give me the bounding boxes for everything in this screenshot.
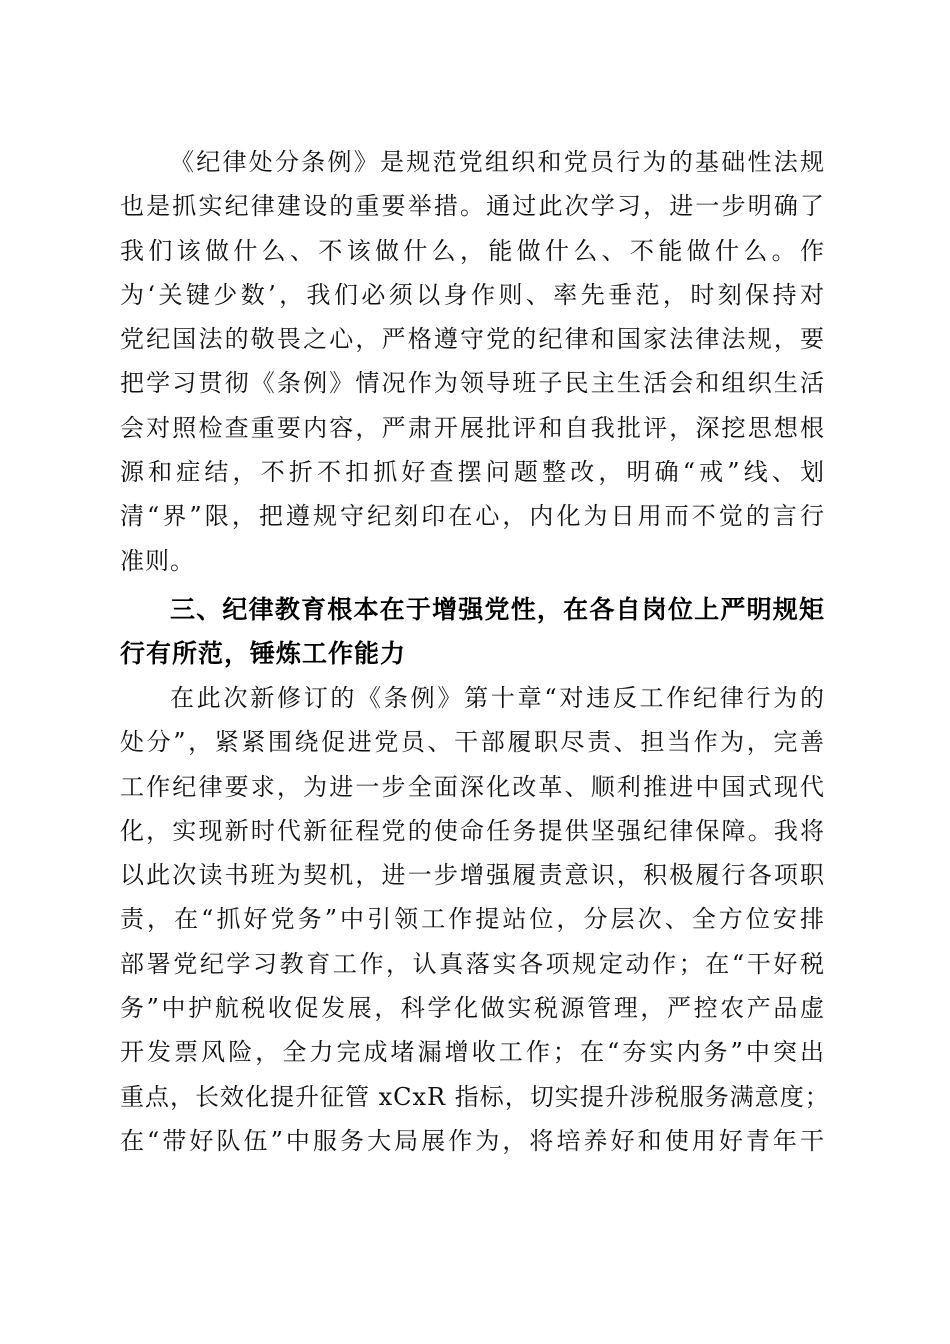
text-line: 我们该做什么、不该做什么，能做什么、不能做什么。作 bbox=[120, 236, 825, 265]
text-line: 《纪律处分条例》是规范党组织和党员行为的基础性法规 bbox=[170, 148, 825, 176]
text-line: 在此次新修订的《条例》第十章“对违反工作纪律行为的 bbox=[170, 684, 825, 712]
section-heading-three bbox=[120, 588, 825, 676]
text-line: 化，实现新时代新征程党的使命任务提供坚强纪律保障。我将 bbox=[120, 816, 825, 845]
text-line: 清“界”限，把遵规守纪刻印在心，内化为日用而不觉的言行 bbox=[120, 502, 825, 531]
text-line: 在“带好队伍”中服务大局展作为，将培养好和使用好青年干 bbox=[120, 1126, 825, 1155]
text-line: 党纪国法的敬畏之心，严格遵守党的纪律和国家法律法规，要 bbox=[120, 325, 825, 354]
heading-line: 行有所范，锤炼工作能力 bbox=[120, 639, 407, 668]
text-line: 把学习贯彻《条例》情况作为领导班子民主生活会和组织生活 bbox=[120, 369, 825, 398]
text-line: 准则。 bbox=[120, 546, 195, 575]
text-line: 以此次读书班为契机，进一步增强履责意识，积极履行各项职 bbox=[120, 861, 825, 890]
text-line: 为‘关键少数’，我们必须以身作则、率先垂范，时刻保持对 bbox=[120, 280, 825, 309]
text-line: 会对照检查重要内容，严肃开展批评和自我批评，深挖思想根 bbox=[120, 413, 825, 442]
text-line: 部署党纪学习教育工作，认真落实各项规定动作；在“干好税 bbox=[120, 949, 825, 978]
paragraph-work-discipline bbox=[120, 676, 830, 1163]
text-line: 处分”，紧紧围绕促进党员、干部履职尽责、担当作为，完善 bbox=[120, 728, 825, 757]
text-line: 责，在“抓好党务”中引领工作提站位，分层次、全方位安排 bbox=[120, 905, 825, 934]
paragraph-discipline-regulations bbox=[120, 140, 825, 583]
heading-line: 三、纪律教育根本在于增强党性，在各自岗位上严明规矩 bbox=[170, 595, 825, 624]
text-line: 开发票风险，全力完成堵漏增收工作；在“夯实内务”中突出 bbox=[120, 1038, 825, 1067]
text-line: 也是抓实纪律建设的重要举措。通过此次学习，进一步明确了 bbox=[120, 192, 825, 221]
text-line: 工作纪律要求，为进一步全面深化改革、顺利推进中国式现代 bbox=[120, 772, 825, 801]
text-line: 务”中护航税收促发展，科学化做实税源管理，严控农产品虚 bbox=[120, 994, 825, 1023]
text-line: 源和症结，不折不扣抓好查摆问题整改，明确“戒”线、划 bbox=[120, 458, 825, 487]
text-line: 重点，长效化提升征管 xCxR 指标，切实提升涉税服务满意度； bbox=[120, 1082, 830, 1111]
